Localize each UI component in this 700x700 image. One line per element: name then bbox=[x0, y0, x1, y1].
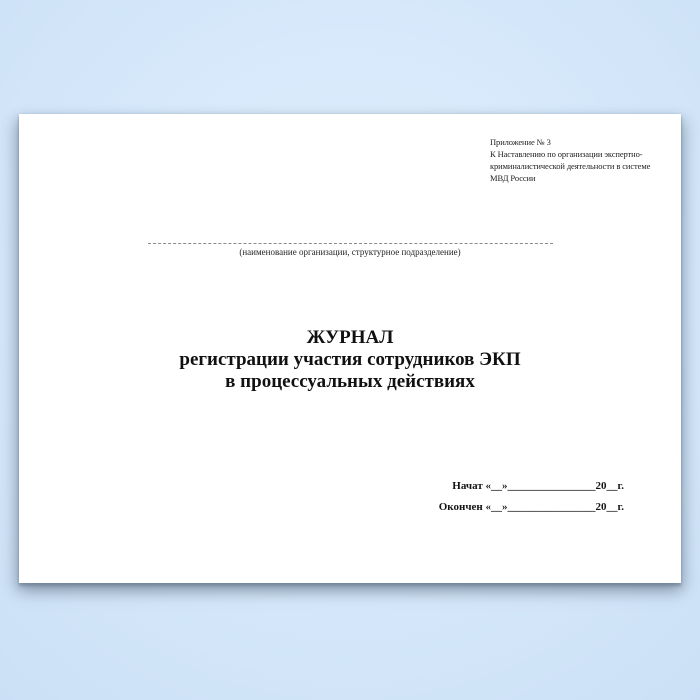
date-finished-line: Окончен «__»________________20__г. bbox=[438, 501, 624, 513]
document-title-line: в процессуальных действиях bbox=[225, 371, 475, 392]
journal-cover-page bbox=[19, 114, 681, 583]
date-started-line: Начат «__»________________20__г. bbox=[452, 480, 624, 492]
appendix-note-line: К Наставлению по организации экспертно- bbox=[490, 149, 643, 159]
appendix-note-line: Приложение № 3 bbox=[490, 137, 551, 147]
appendix-note-line: криминалистической деятельности в системе bbox=[490, 161, 651, 171]
appendix-note-line: МВД России bbox=[490, 173, 536, 183]
document-title-line: ЖУРНАЛ bbox=[306, 327, 394, 348]
organization-fill-in-line bbox=[148, 114, 553, 244]
organization-line-caption: (наименование организации, структурное подразделение) bbox=[239, 247, 461, 257]
date-fields bbox=[439, 476, 624, 518]
document-title bbox=[19, 327, 681, 393]
document-title-line: регистрации участия сотрудников ЭКП bbox=[179, 349, 521, 370]
